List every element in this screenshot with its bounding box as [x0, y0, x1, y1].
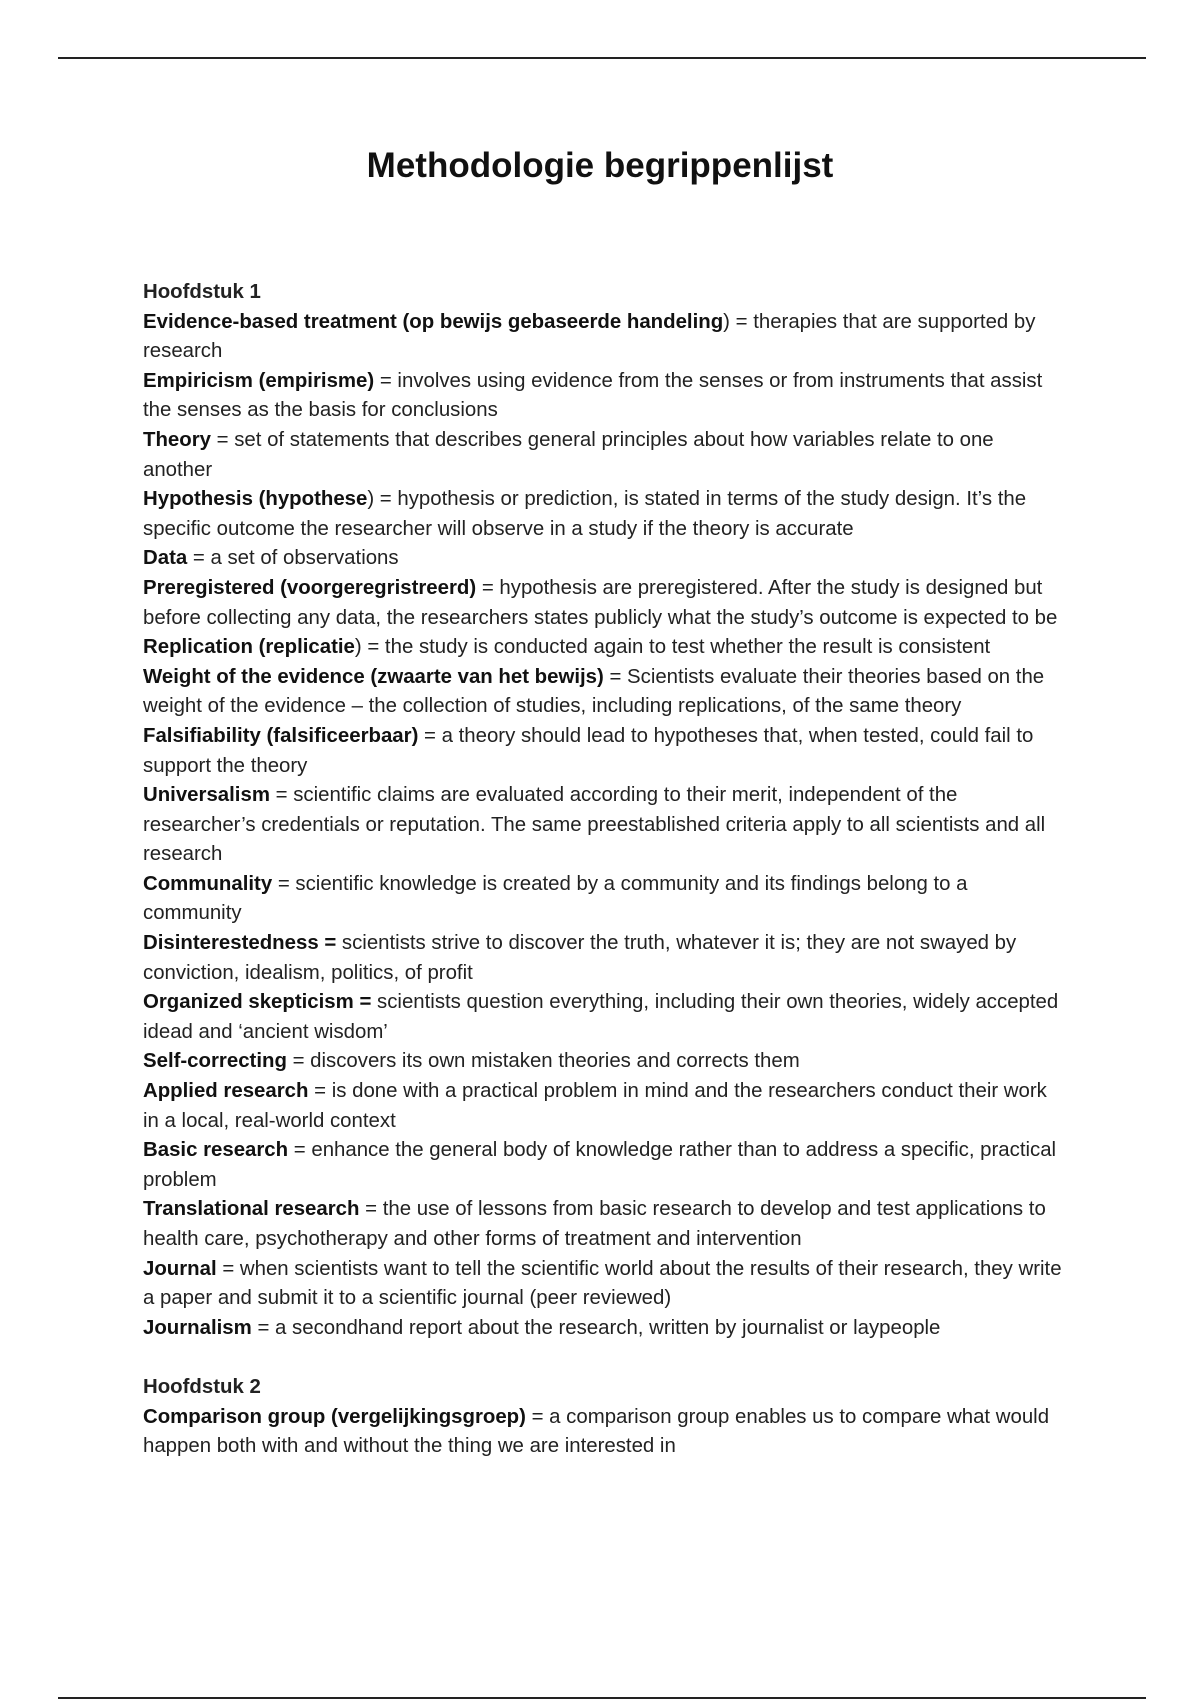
glossary-entry: [143, 1195, 1068, 1254]
glossary-section: [143, 1373, 1068, 1462]
glossary-term: Applied research: [143, 1080, 309, 1103]
glossary-entry: [143, 870, 1068, 929]
glossary-definition: = is done with a practical problem in mind and the researchers conduct their work in a local, real-world context: [143, 1080, 1047, 1132]
glossary-definition: = scientific knowledge is created by a community and its findings belong to a community: [143, 872, 968, 925]
glossary-term: Journal: [143, 1257, 217, 1280]
glossary-entry: [143, 544, 1068, 574]
section-spacer: [143, 1343, 1068, 1373]
glossary-entry: [143, 308, 1068, 367]
page-top-rule: [58, 57, 1146, 59]
glossary-term: Universalism: [143, 784, 270, 807]
glossary-entry: [143, 988, 1068, 1047]
glossary-definition: = set of statements that describes general principles about how variables relate to one another: [143, 428, 994, 481]
glossary-definition: = discovers its own mistaken theories and corrects them: [286, 1050, 800, 1073]
glossary-term: Communality: [143, 872, 273, 895]
glossary-entry: [143, 426, 1068, 485]
glossary-definition: = hypothesis are preregistered. After the study is designed but before collecting any data, the researchers states publicly what the study’s outcome is expected to be: [143, 576, 1058, 629]
glossary-term: Weight of the evidence (zwaarte van het bewijs): [143, 665, 604, 688]
glossary-term: Evidence-based treatment (op bewijs gebaseerde handeling: [143, 310, 724, 333]
glossary-term: Organized skepticism =: [143, 991, 372, 1014]
glossary-term: Preregistered (voorgeregristreerd): [143, 576, 477, 599]
glossary-term: Empiricism (empirisme): [143, 369, 375, 392]
glossary-term: Self-correcting: [143, 1050, 287, 1073]
glossary-term: Comparison group (vergelijkingsgroep): [143, 1405, 526, 1428]
document-body: [143, 278, 1068, 1462]
glossary-definition: = Scientists evaluate their theories based on the weight of the evidence – the collection of studies, including replications, of the same theory: [143, 665, 1045, 718]
section-heading: Hoofdstuk 1: [143, 281, 261, 303]
glossary-entry: [143, 1047, 1068, 1077]
page-title: Methodologie begrippenlijst: [366, 146, 834, 185]
glossary-entry: [143, 485, 1068, 544]
glossary-definition: = when scientists want to tell the scientific world about the results of their research, they write a paper and submit it to a scientific journal (peer reviewed): [143, 1257, 1062, 1310]
glossary-entry: [143, 663, 1068, 722]
glossary-definition: scientists strive to discover the truth, whatever it is; they are not swayed by conviction, idealism, politics, of profit: [143, 932, 1017, 984]
glossary-definition: = involves using evidence from the senses or from instruments that assist the senses as the basis for conclusions: [143, 369, 1043, 422]
page-bottom-rule: [58, 1697, 1146, 1699]
glossary-definition: ) = hypothesis or prediction, is stated in terms of the study design. It’s the specific outcome the researcher will observe in a study if the theory is accurate: [143, 488, 1027, 540]
glossary-entry: [143, 929, 1068, 988]
glossary-sections: [143, 278, 1068, 1462]
glossary-term: Basic research: [143, 1139, 289, 1162]
glossary-term: Disinterestedness =: [143, 932, 337, 955]
glossary-entry: [143, 633, 1068, 663]
glossary-entry: [143, 1136, 1068, 1195]
glossary-term: Falsifiability (falsificeerbaar): [143, 724, 419, 747]
glossary-term: Theory: [143, 428, 211, 451]
glossary-entry: [143, 1403, 1068, 1462]
glossary-entry: [143, 781, 1068, 870]
glossary-definition: = enhance the general body of knowledge rather than to address a specific, practical problem: [143, 1139, 1057, 1191]
glossary-entry: [143, 1077, 1068, 1136]
glossary-definition: = a comparison group enables us to compare what would happen both with and without the thing we are interested in: [143, 1405, 1050, 1458]
glossary-term: Translational research: [143, 1198, 360, 1221]
glossary-definition: = the use of lessons from basic research to develop and test applications to health care, psychotherapy and other forms of treatment and intervention: [143, 1198, 1046, 1250]
glossary-definition: = a set of observations: [187, 547, 399, 570]
glossary-entry: [143, 1255, 1068, 1314]
glossary-entry: [143, 574, 1068, 633]
glossary-definition: ) = the study is conducted again to test whether the result is consistent: [354, 636, 991, 659]
glossary-definition: = a theory should lead to hypotheses that, when tested, could fail to support the theory: [143, 724, 1034, 777]
glossary-definition: ) = therapies that are supported by research: [143, 310, 1036, 363]
section-heading: Hoofdstuk 2: [143, 1375, 261, 1398]
glossary-term: Hypothesis (hypothese: [143, 488, 368, 511]
glossary-section: [143, 278, 1068, 1343]
glossary-entry: [143, 722, 1068, 781]
glossary-entry: [143, 1314, 1068, 1344]
glossary-term: Replication (replicatie: [143, 636, 355, 659]
glossary-entry: [143, 367, 1068, 426]
glossary-term: Journalism: [143, 1316, 252, 1339]
glossary-definition: = a secondhand report about the research, written by journalist or laypeople: [251, 1316, 941, 1339]
glossary-term: Data: [143, 547, 188, 570]
glossary-definition: = scientific claims are evaluated according to their merit, independent of the researcher’s credentials or reputation. The same preestablished criteria apply to all scientists and all research: [143, 784, 1046, 866]
glossary-definition: scientists question everything, including their own theories, widely accepted idead and ‘ancient wisdom’: [143, 991, 1059, 1043]
